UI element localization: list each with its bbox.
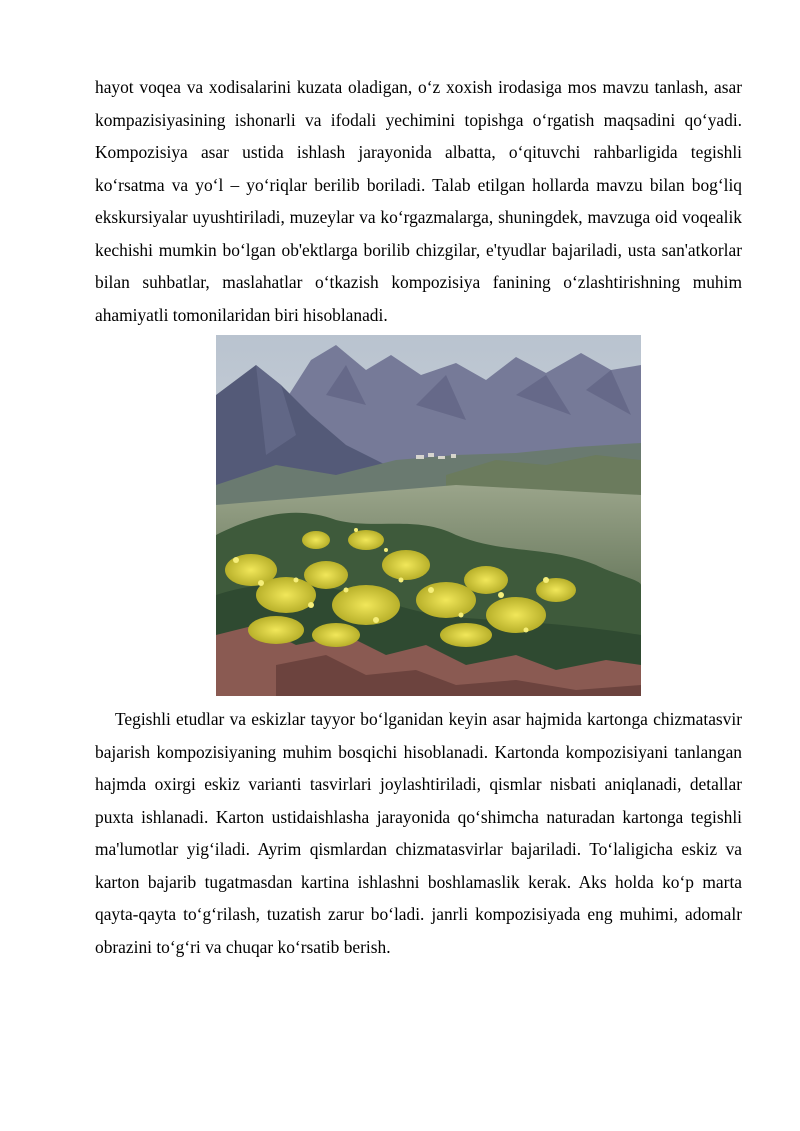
mountain-landscape-image bbox=[216, 335, 641, 696]
paragraph-intro: hayot voqea va xodisalarini kuzata oladigan, o‘z xoxish irodasiga mos mavzu tanlash, asar kompazisiyasining ishonarli va ifodali yechimini topishga o‘rgatish maqsadini qo‘yadi. Kompozisiya asar ustida ishlash jarayonida albatta, o‘qituvchi rahbarligida tegishli ko‘rsatma va yo‘l – yo‘riqlar berilib boriladi. Talab etilgan hollarda mavzu bilan bog‘liq ekskursiyalar uyushtiriladi, muzeylar va ko‘rgazmalarga, shuningdek, mavzuga oid voqealik kechishi mumkin bo‘lgan ob'ektlarga borilib chizgilar, e'tyudlar bajariladi, usta san'atkorlar bilan suhbatlar, maslahatlar o‘tkazish kompozisiya fanining o‘zlashtirishning muhim ahamiyatli tomonilaridan biri hisoblanadi. bbox=[95, 77, 742, 325]
paragraph-karton: Tegishli etudlar va eskizlar tayyor bo‘lganidan keyin asar hajmida kartonga chizmatasvir bajarish kompozisiyaning muhim bosqichi hisoblanadi. Kartonda kompozisiyani tanlangan hajmda oxirgi eskiz varianti tasvirlari joylashtiriladi, qismlar nisbati aniqlanadi, detallar puxta ishlanadi. Karton ustidaishlasha jarayonida qo‘shimcha naturadan kartonga tegishli ma'lumotlar yig‘iladi. Ayrim qismlardan chizmatasvirlar bajariladi. To‘laligicha eskiz va karton bajarib tugatmasdan kartina ishlashni boshlamaslik kerak. Aks holda ko‘p marta qayta-qayta to‘g‘rilash, tuzatish zarur bo‘ladi. janrli kompozisiyada eng muhimi, adomalr obrazini to‘g‘ri va chuqar ko‘rsatib berish. bbox=[95, 709, 742, 957]
